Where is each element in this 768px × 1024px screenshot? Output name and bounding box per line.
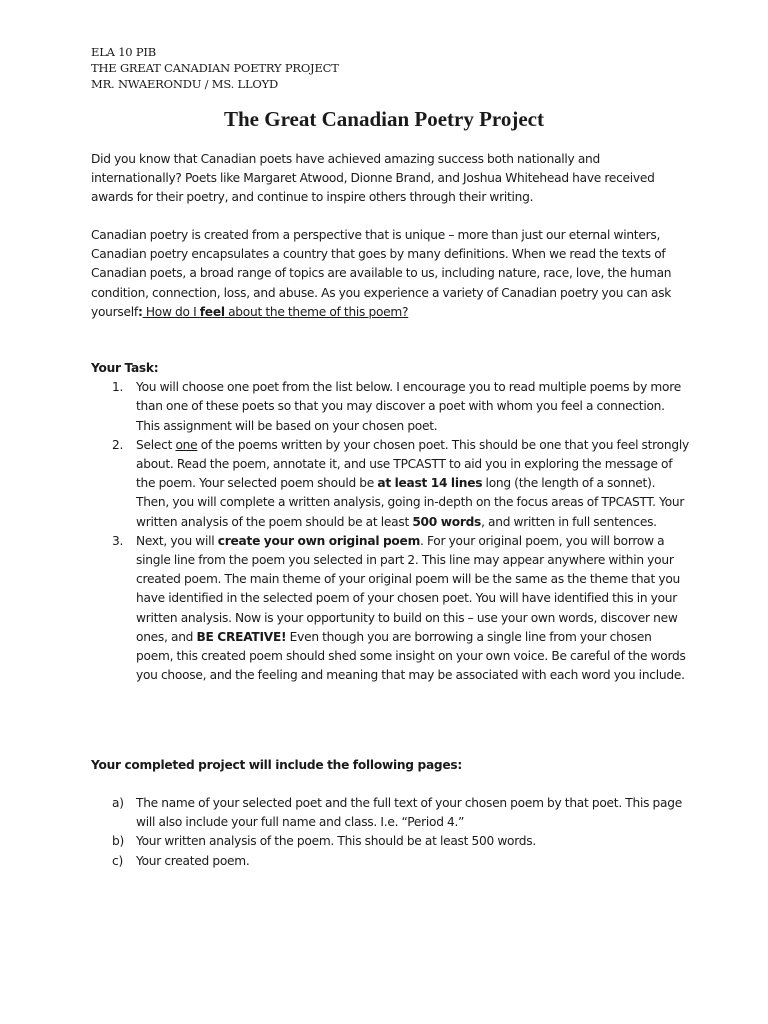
completed-item-c: c) Your created poem.: [112, 853, 250, 868]
intro-paragraph-2: [91, 226, 691, 322]
task-item-1: 1. You will choose one poet from the list below. I encourage you to read multiple poems by more than one of these poets so that you may discover a poet with whom you feel a connection. This assignment will be based on your chosen poet.: [112, 380, 681, 433]
teacher-names: MR. NWAERONDU / MS. LLOYD: [91, 77, 279, 91]
task-list: [91, 378, 691, 685]
completed-project-list: [91, 794, 691, 871]
document-header: [91, 44, 339, 92]
task-section: [91, 359, 691, 685]
intro-text-1: Did you know that Canadian poets have achieved amazing success both nationally and internationally? Poets like Margaret Atwood, Dionne Brand, and Joshua Whitehead have received awards for their poetry, and continue to inspire others through their writing.: [91, 152, 655, 205]
task-heading: Your Task:: [91, 361, 159, 375]
guiding-question: How do I feel about the theme of this poem?: [142, 304, 409, 319]
task-item-2: 2. Select one of the poems written by your chosen poet. This should be one that you feel strongly about. Read the poem, annotate it, and use TPCASTT to aid you in exploring the message of the poem. Your selected poem should be at least 14 lines long (the length of a sonnet). Then, you will complete a written analysis, going in-depth on the focus areas of TPCASTT. Your written analysis of the poem should be at least 500 words, and written in full sentences.: [112, 437, 689, 529]
intro-colon: :: [137, 304, 143, 319]
task-item-3: 3. Next, you will create your own original poem. For your original poem, you will borrow a single line from the poem you selected in part 2. This line may appear anywhere within your created poem. The main theme of your original poem will be the same as the theme that you have identified in the selected poem of your chosen poet. You will have identified this in your written analysis. Now is your opportunity to build on this – use your own words, discover new ones, and BE CREATIVE! Even though you are borrowing a single line from your chosen poem, this created poem should shed some insight on your own voice. Be careful of the words you choose, and the feeling and meaning that may be associated with each word you include.: [112, 533, 686, 683]
course-code: ELA 10 PIB: [91, 45, 157, 59]
intro-paragraph-1: [91, 150, 691, 208]
page-title: The Great Canadian Poetry Project: [224, 107, 544, 131]
project-name: THE GREAT CANADIAN POETRY PROJECT: [91, 61, 339, 75]
completed-item-b: b) Your written analysis of the poem. This should be at least 500 words.: [112, 834, 537, 849]
completed-project-heading-block: [91, 756, 691, 775]
completed-item-a: a) The name of your selected poet and the full text of your chosen poem by that poet. This page will also include your full name and class. I.e. “Period 4.”: [112, 796, 682, 830]
completed-project-heading: Your completed project will include the following pages:: [91, 758, 463, 772]
intro-text-2: Canadian poetry is created from a perspective that is unique – more than just our eternal winters, Canadian poetry encapsulates a country that goes by many definitions. When we read the texts of Canadian poets, a broad range of topics are available to us, including nature, race, love, the human condition, connection, loss, and abuse. As you experience a variety of Canadian poetry you can ask yourself: [91, 228, 672, 319]
